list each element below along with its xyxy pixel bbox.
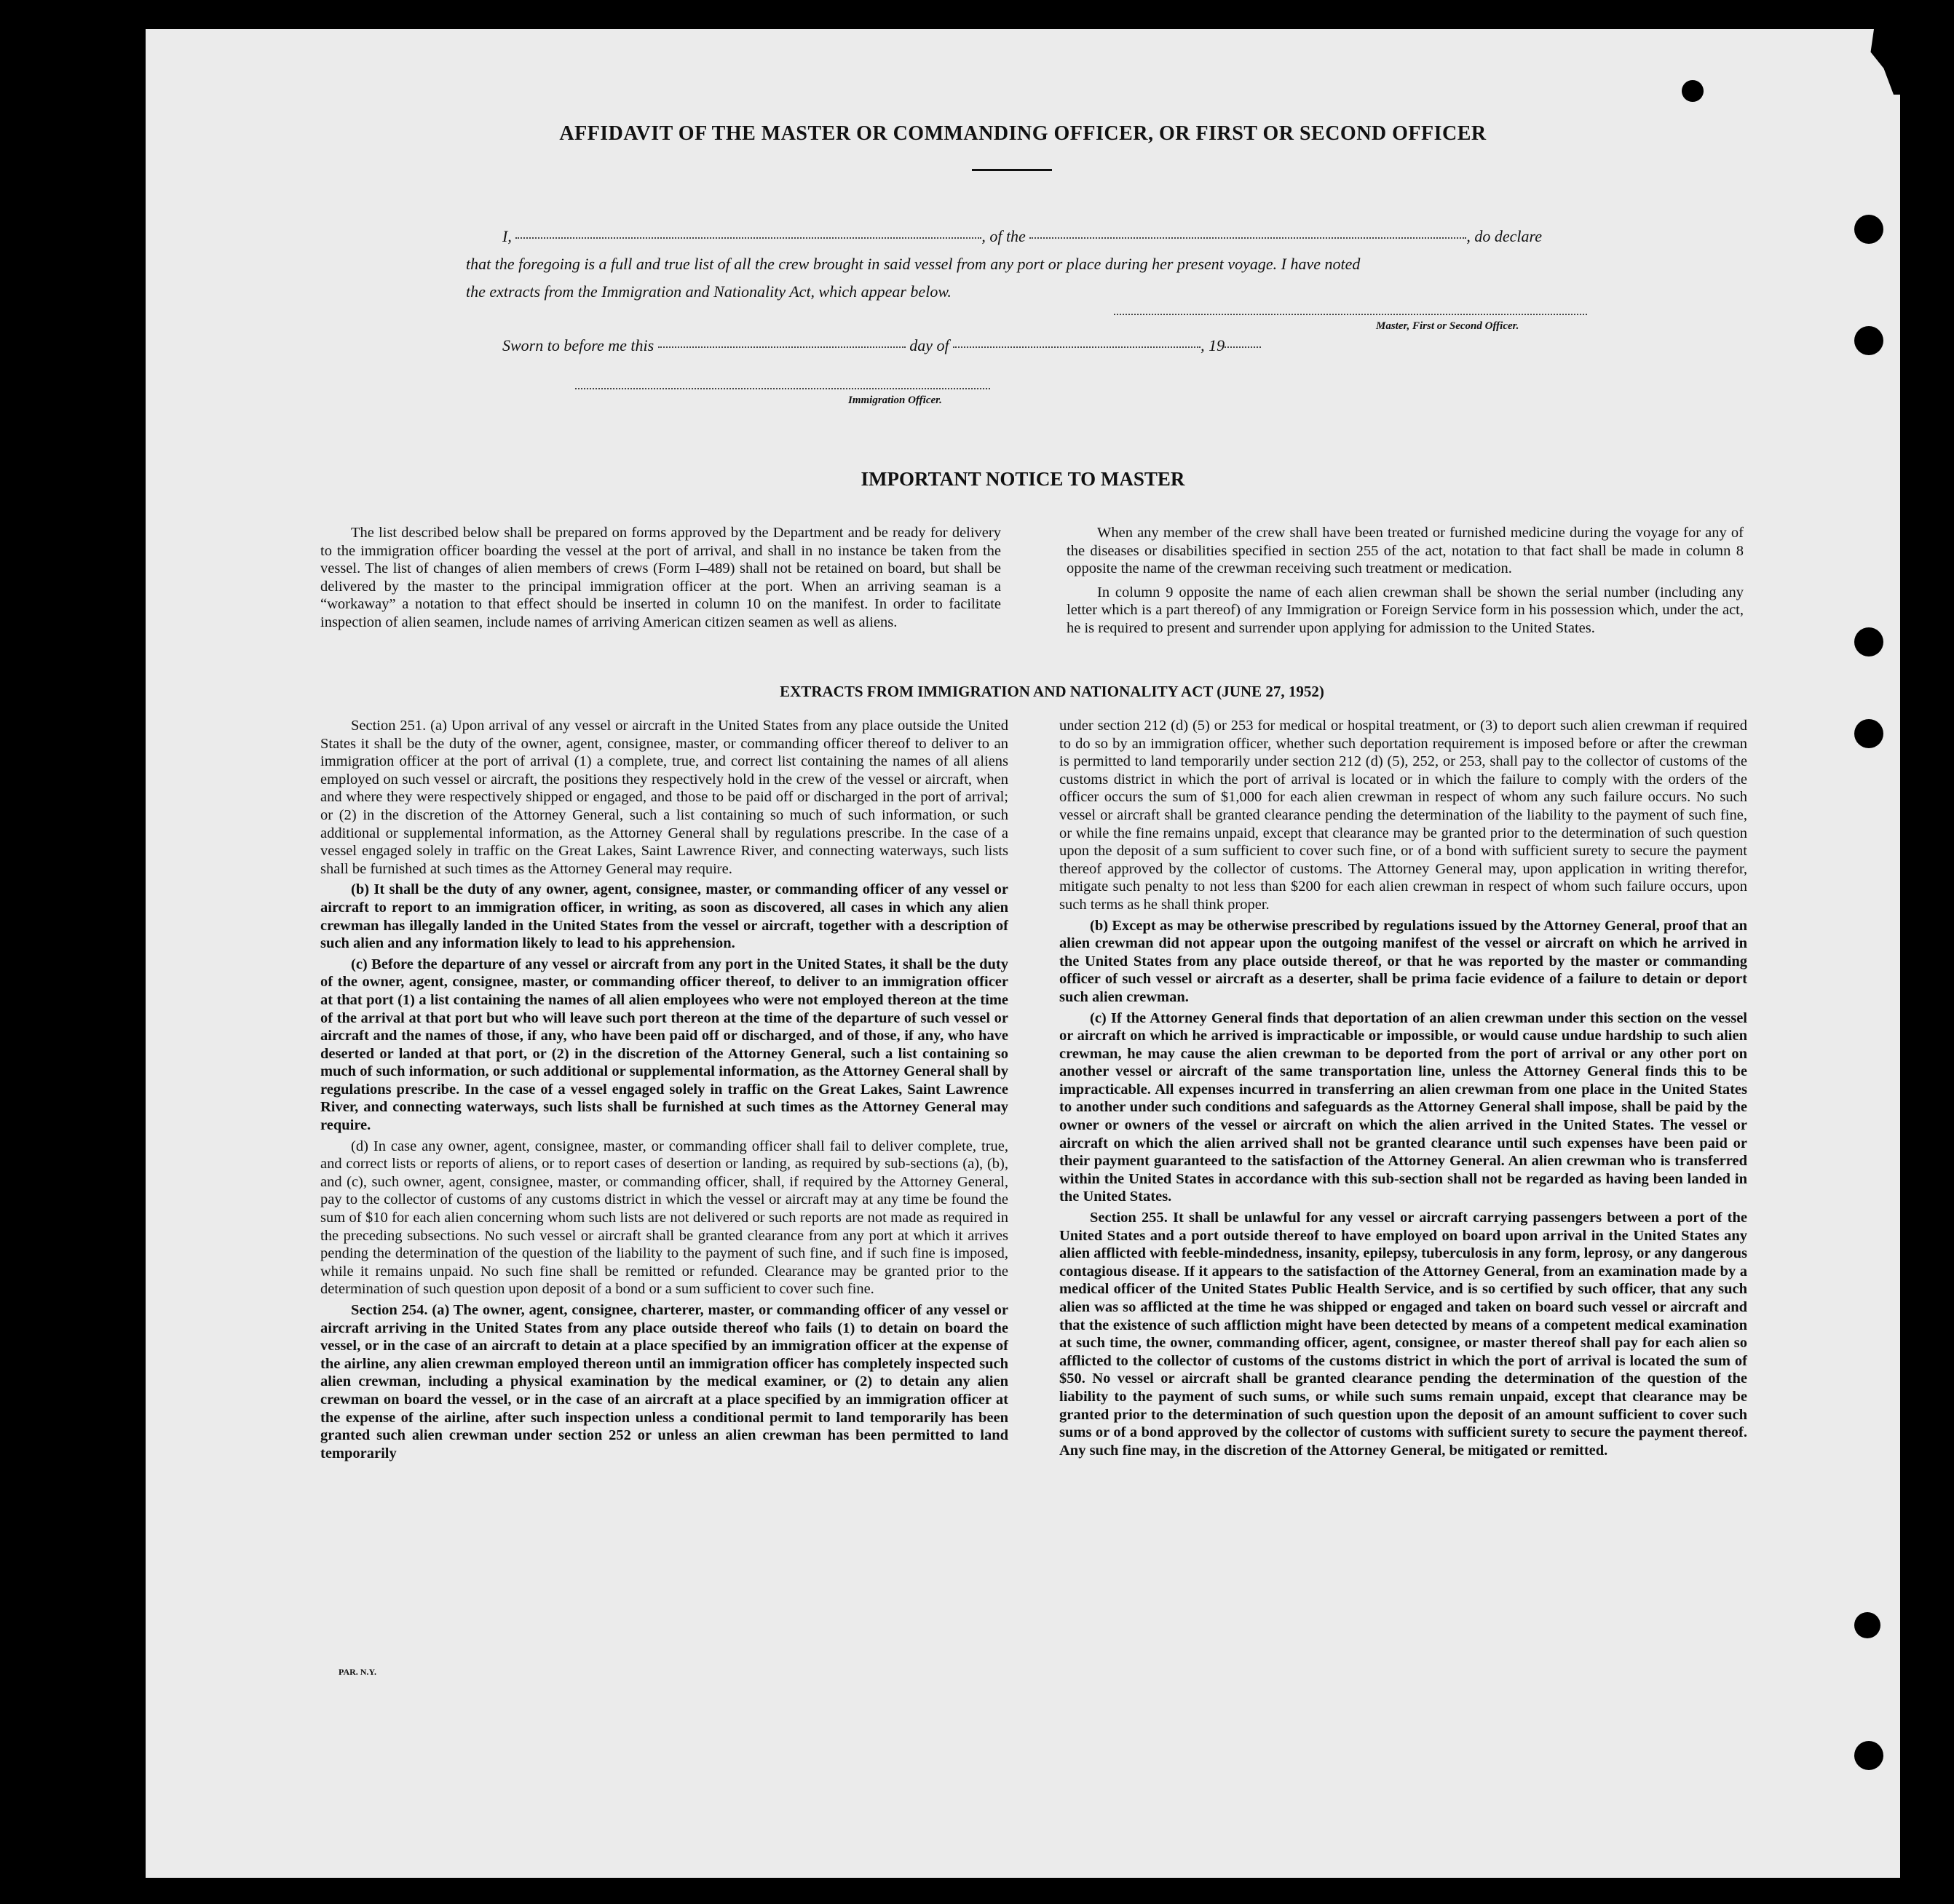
section-251b: (b) It shall be the duty of any owner, agent, consignee, master, or commanding officer of any vessel or aircraft to report to an immigration officer, in writing, as soon as discovered, all cases in which any alien crewman has illegally landed in the United States from the vessel or aircraft, together with a description of such alien and any information likely to lead to his apprehension. bbox=[320, 881, 1008, 952]
affidavit-i: I, bbox=[502, 227, 512, 245]
year-blank[interactable] bbox=[1225, 346, 1261, 348]
notice-title: IMPORTANT NOTICE TO MASTER bbox=[861, 468, 1185, 490]
punch-hole bbox=[1854, 215, 1883, 244]
notice-right-paragraph-1: When any member of the crew shall have been treated or furnished medicine during the voyage for any of the diseases or disabilities specified in section 255 of the act, notation to that fact shall be made in column 8 opposite the name of the crewman receiving such treatment or medication. bbox=[1067, 525, 1744, 577]
punch-hole bbox=[1682, 80, 1704, 102]
day-of-label: day of bbox=[909, 336, 949, 354]
notice-right-paragraph-2: In column 9 opposite the name of each alien crewman shall be shown the serial number (including any letter which is a part thereof) of any Immigration or Foreign Service form in his possession which, under the act, he is required to present and surrender upon applying for admission to the United States. bbox=[1067, 584, 1744, 636]
section-255: Section 255. It shall be unlawful for any vessel or aircraft carrying passengers between a port of the United States and a port outside thereof to have employed on board upon arrival in the United States any alien afflicted with feeble-mindedness, insanity, epilepsy, tuberculosis in any form, leprosy, or any dangerous contagious disease. If it appears to the satisfaction of the Attorney General, from an examination made by a medical officer of the United States Public Health Service, and is so certified by such officer, that any such alien was so afflicted at the time he was shipped or engaged and taken on board such vessel or aircraft and that the existence of such affliction might have been detected by means of a competent medical examination at such time, the owner, commanding officer, agent, consignee, or master thereof shall pay for each alien so afflicted to the collector of customs of the customs district in which the port of arrival is located the sum of $50. No vessel or aircraft shall be granted clearance pending the determination of the question of the liability to the payment of such sums, or while such sums remain unpaid, except that clearance may be granted prior to the determination of such question upon the deposit of an amount sufficient to cover such sums or of a bond approved by the collector of customs with sufficient surety to secure the payment thereof. Any such fine may, in the discretion of the Attorney General, be mitigated or remitted. bbox=[1059, 1210, 1747, 1459]
punch-hole bbox=[1854, 1612, 1880, 1638]
form-print-code: PAR. N.Y. bbox=[339, 1667, 377, 1677]
section-254c: (c) If the Attorney General finds that deportation of an alien crewman under this section on the vessel or aircraft on which he arrived is impracticable or impossible, or would cause undue hardship to such alien crewman, he may cause the alien crewman to be deported from the port of arrival or any other port on another vessel or aircraft of the same transportation line, unless the Attorney General finds this to be impracticable. All expenses incurred in transferring an alien crewman from one place in the United States to another under such conditions and safeguards as the Attorney General shall impose, shall be paid by the owner or owners of the vessel or aircraft on which the alien arrived in the United States. The vessel or aircraft on which the alien arrived shall not be granted clearance until such expenses have been paid or their payment guaranteed to the satisfaction of the Attorney General. An alien crewman who is transferred within the United States in accordance with this sub-section shall not be regarded as having been landed in the United States. bbox=[1059, 1009, 1747, 1205]
extracts-title: EXTRACTS FROM IMMIGRATION AND NATIONALITY ACT (JUNE 27, 1952) bbox=[780, 683, 1324, 700]
punch-hole bbox=[1854, 719, 1883, 748]
day-blank[interactable] bbox=[658, 346, 906, 348]
affidavit-title: AFFIDAVIT OF THE MASTER OR COMMANDING OFFICER, OR FIRST OR SECOND OFFICER bbox=[559, 122, 1487, 145]
section-254a: Section 254. (a) The owner, agent, consignee, charterer, master, or commanding officer of any vessel or aircraft arriving in the United States from any place outside thereof who fails (1) to detain on board the vessel, or in the case of an aircraft to detain at a place specified by an immigration officer at the expense of the airline, any alien crewman employed thereon until an immigration officer has completely inspected such alien crewman, including a physical examination by the medical examiner, or (2) to detain any alien crewman on board the vessel, or in the case of an aircraft at a place specified by an immigration officer at the expense of the airline, after such inspection unless a conditional permit to land temporarily has been granted such alien crewman under section 252 or unless an alien crewman has been permitted to land temporarily bbox=[320, 1302, 1008, 1461]
year-label: , 19 bbox=[1201, 336, 1225, 354]
officer-signature-blank[interactable] bbox=[575, 387, 990, 389]
torn-corner bbox=[1835, 29, 1900, 95]
affidavit-declare: , do declare bbox=[1466, 227, 1542, 245]
affidavit-of-the: , of the bbox=[981, 227, 1026, 245]
document-page bbox=[146, 29, 1900, 1878]
section-251a: Section 251. (a) Upon arrival of any vessel or aircraft in the United States from any place outside the United States it shall be the duty of the owner, agent, consignee, master, or commanding officer thereof to deliver to an immigration officer at the port of arrival (1) a complete, true, and correct list containing the names of all aliens employed on such vessel or aircraft, the positions they respectively hold in the crew of the vessel or aircraft, when and where they were respectively shipped or engaged, and those to be paid off or discharged in the port of arrival; or (2) in the discretion of the Attorney General, such a list containing so much of such information, or such additional or supplemental information, as the Attorney General shall by regulations prescribe. In the case of a vessel engaged solely in traffic on the Great Lakes, Saint Lawrence River, and connecting waterways, such lists shall be furnished at such times as the Attorney General may require. bbox=[320, 718, 1008, 877]
name-blank[interactable] bbox=[515, 237, 981, 239]
sworn-label: Sworn to before me this bbox=[502, 336, 654, 354]
notice-left-column bbox=[320, 524, 1001, 635]
officer-label: Immigration Officer. bbox=[848, 394, 942, 406]
punch-hole bbox=[1854, 1741, 1883, 1770]
signature-blank[interactable] bbox=[1114, 313, 1587, 315]
notice-right-column bbox=[1067, 524, 1744, 640]
extracts-right-column bbox=[1059, 717, 1747, 1462]
month-blank[interactable] bbox=[953, 346, 1201, 348]
affidavit-line-1 bbox=[502, 227, 1542, 246]
section-254b: (b) Except as may be otherwise prescribed by regulations issued by the Attorney General, proof that an alien crewman did not appear upon the outgoing manifest of the vessel or aircraft on which he arrived in the United States from any place outside thereof, or that he was reported by the master or commanding officer of such vessel or aircraft as a deserter, shall be prima facie evidence of a failure to detain or deport such alien crewman. bbox=[1059, 917, 1747, 1005]
title-rule bbox=[972, 169, 1052, 171]
section-254a-continued: under section 212 (d) (5) or 253 for medical or hospital treatment, or (3) to deport such alien crewman if required to do so by an immigration officer, whether such deportation requirement is imposed before or after the crewman is permitted to land temporarily under section 212 (d) (5), 252, or 253, shall pay to the collector of customs of the customs district in which the port of arrival is located or in which the failure to comply with the orders of the officer occurs the sum of $1,000 for each alien crewman in respect of whom any such failure occurs. No such vessel or aircraft shall be granted clearance pending the determination of the liability to the payment of such fine, or while the fine remains unpaid, except that clearance may be granted prior to the determination of such question upon the deposit of a sum sufficient to cover such fine, or of a bond with sufficient surety to secure the payment thereof approved by the collector of customs. The Attorney General may, upon application in writing therefor, mitigate such penalty to not less than $200 for each alien crewman in respect of whom such failure occurs, upon such terms as he shall think proper. bbox=[1059, 718, 1747, 913]
vessel-blank[interactable] bbox=[1029, 237, 1466, 239]
section-251d: (d) In case any owner, agent, consignee, master, or commanding officer shall fail to deliver complete, true, and correct lists or reports of aliens, or to report cases of desertion or landing, as required by sub-sections (a), (b), and (c), such owner, agent, consignee, master, or commanding officer, shall, if required by the Attorney General, pay to the collector of customs of any customs district in which the vessel or aircraft may at any time be found the sum of $10 for each alien concerning whom such lists are not delivered or such reports are not made as required in the preceding subsections. No such vessel or aircraft shall be granted clearance from any port at which it arrives pending the determination of the question of the liability to the payment of such fine, and if such fine is imposed, while it remains unpaid. No such fine shall be remitted or refunded. Clearance may be granted prior to the determination of such question upon deposit of a bond or a sum sufficient to cover such fine. bbox=[320, 1138, 1008, 1298]
section-251c: (c) Before the departure of any vessel or aircraft from any port in the United States, it shall be the duty of the owner, agent, consignee, master, or commanding officer thereof, to deliver to an immigration officer at that port (1) a list containing the names of all alien employees who were not employed thereon at the time of the arrival at that port but who will leave such port thereon at the time of the departure of such vessel or aircraft and the names of those, if any, who have been paid off or discharged, and of those, if any, who have deserted or landed at that port, or (2) in the discretion of the Attorney General, such a list containing so much of such information, or such additional or supplemental information, as the Attorney General shall by regulations prescribe. In the case of a vessel engaged solely in traffic on the Great Lakes, Saint Lawrence River, and connecting waterways, such lists shall be furnished at such times as the Attorney General may require. bbox=[320, 956, 1008, 1134]
extracts-left-column bbox=[320, 717, 1008, 1465]
signature-label: Master, First or Second Officer. bbox=[1376, 320, 1519, 332]
sworn-line bbox=[502, 336, 1261, 355]
punch-hole bbox=[1854, 326, 1883, 355]
affidavit-line-2: that the foregoing is a full and true list of all the crew brought in said vessel from any port or place during her present voyage. I have noted bbox=[466, 255, 1361, 273]
affidavit-line-3: the extracts from the Immigration and Nationality Act, which appear below. bbox=[466, 282, 952, 301]
notice-left-paragraph: The list described below shall be prepared on forms approved by the Department and be ready for delivery to the immigration officer boarding the vessel at the port of arrival, and shall in no instance be taken from the vessel. The list of changes of alien members of crews (Form I–489) shall not be retained on board, but shall be delivered by the master to the principal immigration officer at the port. When an arriving seaman is a “workaway” a notation to that effect should be inserted in column 10 on the manifest. In order to facilitate inspection of alien seamen, include names of arriving American citizen seamen as well as aliens. bbox=[320, 525, 1001, 630]
punch-hole bbox=[1854, 627, 1883, 657]
